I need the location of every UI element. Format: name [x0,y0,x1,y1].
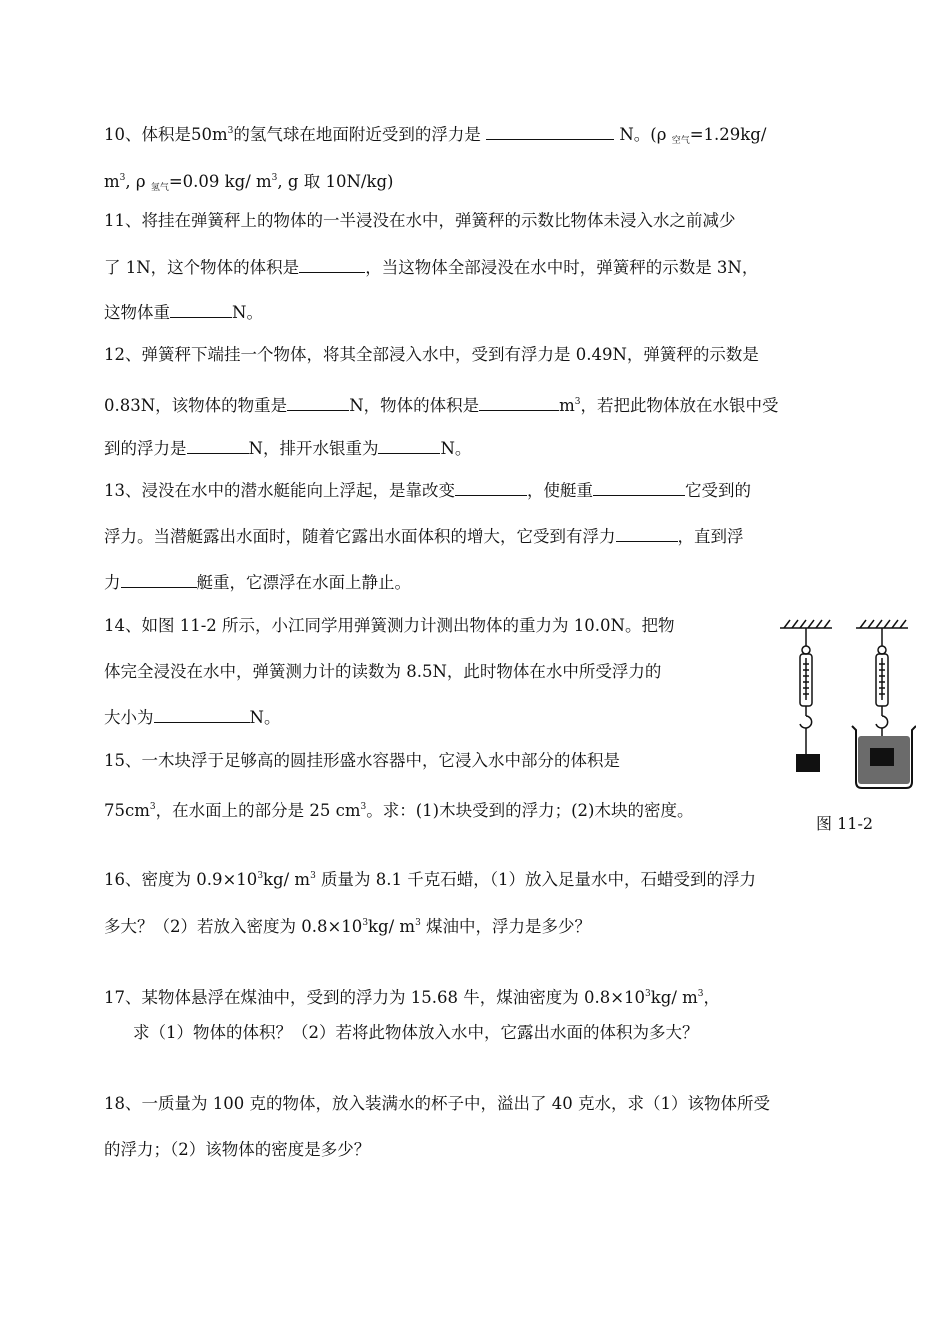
figure-caption: 图 11-2 [816,814,874,833]
q13-line-1: 13、浸没在水中的潜水艇能向上浮起，是靠改变 ，使艇重 它受到的 [104,481,751,500]
answer-blank[interactable] [479,395,559,411]
answer-blank[interactable] [170,302,232,318]
q10-text: 10、体积是50m [104,125,228,144]
q13-line-3: 力 艇重，它漂浮在水面上静止。 [104,573,411,592]
q11-line-3: 这物体重 N。 [104,303,263,322]
answer-blank[interactable] [299,257,365,273]
answer-blank[interactable] [593,480,685,496]
object-block [796,754,820,772]
spring-scale-in-water [856,620,908,748]
answer-blank[interactable] [486,124,614,140]
answer-blank[interactable] [154,707,250,723]
answer-blank[interactable] [378,438,440,454]
q10-line-1: 10、体积是$50m^3$的氢气球在地面附近受到的浮力是 N。(ρ $_{空气}$=1.29kg/ [104,125,767,146]
q16-line-1: 16、密度为 $0.9\times 10^3kg/$ $m^3$ 质量为 8.1 千克石蜡，（1）放入足量水中，石蜡受到的浮力 [104,870,757,889]
q12-line-1: 12、弹簧秤下端挂一个物体，将其全部浸入水中，受到有浮力是 0.49N，弹簧秤的示数是 [104,345,759,364]
q15-line-1: 15、一木块浮于足够高的圆挂形盛水容器中，它浸入水中部分的体积是 [104,751,620,770]
q12-line-3: 到的浮力是 N，排开水银重为 N。 [104,439,472,458]
q16-line-2: 多大？（2）若放入密度为 $0.8\times 10^3kg/$ $m^3$ 煤油中，浮力是多少？ [104,917,592,936]
q14-line-2: 体完全浸没在水中，弹簧测力计的读数为 8.5N，此时物体在水中所受浮力的 [104,662,662,681]
q13-line-2: 浮力。当潜艇露出水面时，随着它露出水面体积的增大，它受到有浮力 ，直到浮 [104,527,744,546]
q17-line-1: 17、某物体悬浮在煤油中，受到的浮力为 15.68 牛，煤油密度为 $0.8\times 10^3kg/$ $m^3$， [104,988,721,1007]
q12-line-2: 0.83N，该物体的物重是 N，物体的体积是 $m^3$，若把此物体放在水银中受 [104,396,779,415]
q18-line-2: 的浮力；（2）该物体的密度是多少？ [104,1140,371,1159]
q15-line-2: $75cm^3$，在水面上的部分是 25 $cm^3$。求：(1)木块受到的浮力；(2)木块的密度。 [104,801,694,820]
water-beaker [852,726,916,788]
q11-line-2: 了 1N，这个物体的体积是 ，当这物体全部浸没在水中时，弹簧秤的示数是 3N， [104,258,759,277]
q18-line-1: 18、一质量为 100 克的物体，放入装满水的杯子中，溢出了 40 克水，求（1）该物体所受 [104,1094,770,1113]
q14-line-3: 大小为 N。 [104,708,281,727]
answer-blank[interactable] [121,572,197,588]
q14-line-1: 14、如图 11-2 所示，小江同学用弹簧测力计测出物体的重力为 10.0N。把物 [104,616,675,635]
answer-blank[interactable] [187,438,249,454]
q11-line-1: 11、将挂在弹簧秤上的物体的一半浸没在水中，弹簧秤的示数比物体未浸入水之前减少 [104,211,736,230]
spring-scale-figure [776,612,916,842]
spring-scale-in-air [780,620,832,754]
q10-line-2: $m^3$, ρ $_{氢气}$=0.09 kg/ $m^3$, g 取 10N/kg) [104,172,394,193]
q17-line-2: 求（1）物体的体积？（2）若将此物体放入水中，它露出水面的体积为多大？ [133,1023,699,1042]
answer-blank[interactable] [287,395,349,411]
answer-blank[interactable] [455,480,527,496]
answer-blank[interactable] [616,526,678,542]
